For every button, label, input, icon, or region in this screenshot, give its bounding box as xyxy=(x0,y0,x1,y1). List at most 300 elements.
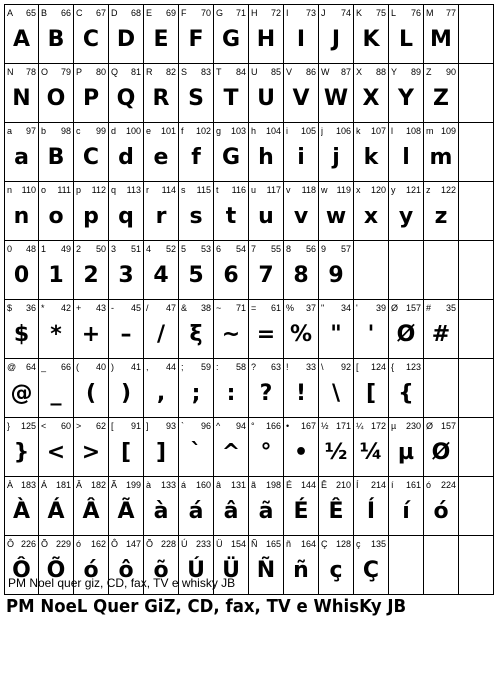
glyph-cell xyxy=(354,182,389,240)
glyph-cell xyxy=(424,123,459,181)
glyph-code-label: 135 xyxy=(370,539,386,549)
glyph-code-label: 230 xyxy=(405,421,421,431)
glyph-char-label: O xyxy=(41,67,49,77)
glyph-char-label: Q xyxy=(111,67,119,77)
glyph-char-label: c xyxy=(76,126,81,136)
glyph-char-label: k xyxy=(356,126,361,136)
glyph-cell xyxy=(424,536,459,594)
glyph-cell xyxy=(4,477,39,535)
glyph-cell xyxy=(4,300,39,358)
glyph-cell xyxy=(179,182,214,240)
glyph-cell xyxy=(354,5,389,63)
glyph-code-label: 181 xyxy=(55,480,71,490)
glyph-code-label: 171 xyxy=(335,421,351,431)
glyph-code-label: 88 xyxy=(375,67,386,77)
glyph-cell xyxy=(179,359,214,417)
glyph-code-label: 90 xyxy=(445,67,456,77)
glyph-code-label: 57 xyxy=(340,244,351,254)
glyph-code-label: 120 xyxy=(370,185,386,195)
glyph-code-label: 41 xyxy=(130,362,141,372)
glyph-label xyxy=(321,243,351,255)
glyph-char-label: n xyxy=(7,185,13,195)
glyph-sample: o xyxy=(48,204,64,229)
glyph-cell xyxy=(214,5,249,63)
glyph-code-label: 89 xyxy=(410,67,421,77)
glyph-code-label: 182 xyxy=(90,480,106,490)
glyph-cell xyxy=(424,182,459,240)
glyph-sample: â xyxy=(223,499,239,524)
glyph-sample: L xyxy=(398,27,414,52)
glyph-sample: m xyxy=(429,145,453,170)
glyph-label xyxy=(41,420,71,432)
glyph-cell xyxy=(144,5,179,63)
glyph-sample: j xyxy=(332,145,340,170)
glyph-sample: Ø xyxy=(396,322,416,347)
glyph-sample: } xyxy=(13,440,30,465)
glyph-char-label: 7 xyxy=(251,244,257,254)
glyph-cell xyxy=(389,536,424,594)
glyph-char-label: l xyxy=(391,126,393,136)
glyph-label xyxy=(41,184,71,196)
glyph-code-label: 67 xyxy=(95,8,106,18)
glyph-sample: 1 xyxy=(48,263,64,288)
glyph-code-label: 165 xyxy=(265,539,281,549)
glyph-cell xyxy=(74,359,109,417)
glyph-cell xyxy=(109,64,144,122)
glyph-label xyxy=(146,243,176,255)
glyph-cell xyxy=(144,123,179,181)
glyph-cell xyxy=(4,64,39,122)
glyph-cell xyxy=(179,64,214,122)
glyph-sample: G xyxy=(221,27,241,52)
glyph-label xyxy=(286,538,316,550)
glyph-label xyxy=(216,66,246,78)
glyph-sample: A xyxy=(12,27,31,52)
glyph-code-label: 66 xyxy=(60,362,71,372)
glyph-cell xyxy=(109,5,144,63)
glyph-char-label: M xyxy=(426,8,434,18)
glyph-code-label: 102 xyxy=(195,126,211,136)
glyph-char-label: ^ xyxy=(216,421,221,431)
glyph-cell xyxy=(319,536,354,594)
glyph-char-label: ½ xyxy=(321,421,329,431)
glyph-sample: 0 xyxy=(13,263,30,288)
glyph-code-label: 40 xyxy=(95,362,106,372)
glyph-code-label: 100 xyxy=(125,126,141,136)
glyph-code-label: 72 xyxy=(270,8,281,18)
glyph-cell xyxy=(179,241,214,299)
glyph-cell xyxy=(459,182,494,240)
glyph-char-label: À xyxy=(7,480,14,490)
glyph-label xyxy=(286,361,316,373)
glyph-cell xyxy=(214,123,249,181)
glyph-cell xyxy=(144,359,179,417)
glyph-cell xyxy=(249,477,284,535)
glyph-cell xyxy=(109,418,144,476)
glyph-code-label: 199 xyxy=(125,480,141,490)
glyph-sample: ô xyxy=(118,558,134,583)
glyph-code-label: 117 xyxy=(266,185,281,195)
glyph-char-label: ñ xyxy=(286,539,292,549)
glyph-char-label: : xyxy=(216,362,219,372)
glyph-sample: ( xyxy=(85,381,97,406)
glyph-code-label: 98 xyxy=(60,126,71,136)
glyph-sample: x xyxy=(363,204,379,229)
glyph-char-label: Ô xyxy=(7,539,15,549)
glyph-sample: ? xyxy=(259,381,273,406)
glyph-code-label: 55 xyxy=(270,244,281,254)
glyph-label xyxy=(76,420,106,432)
glyph-sample: ó xyxy=(83,558,99,583)
glyph-cell xyxy=(389,182,424,240)
glyph-code-label: 84 xyxy=(235,67,246,77)
glyph-sample: Y xyxy=(398,86,414,111)
glyph-sample: Ç xyxy=(362,558,380,583)
glyph-code-label: 123 xyxy=(405,362,421,372)
glyph-label xyxy=(76,184,106,196)
glyph-row xyxy=(4,122,494,181)
glyph-code-label: 79 xyxy=(60,67,71,77)
glyph-cell xyxy=(354,418,389,476)
glyph-code-label: 92 xyxy=(340,362,351,372)
glyph-cell xyxy=(319,300,354,358)
glyph-label xyxy=(7,125,36,137)
glyph-cell xyxy=(39,300,74,358)
glyph-code-label: 229 xyxy=(55,539,71,549)
glyph-label xyxy=(181,125,211,137)
glyph-char-label: z xyxy=(426,185,431,195)
glyph-cell xyxy=(249,182,284,240)
glyph-sample: @ xyxy=(10,381,33,406)
glyph-cell xyxy=(284,477,319,535)
glyph-label xyxy=(321,302,351,314)
glyph-char-label: Ú xyxy=(181,539,188,549)
glyph-cell xyxy=(74,123,109,181)
glyph-cell xyxy=(424,241,459,299)
glyph-char-label: P xyxy=(76,67,83,77)
glyph-sample: : xyxy=(226,381,236,406)
glyph-label xyxy=(216,420,246,432)
glyph-sample: Ã xyxy=(117,499,135,524)
glyph-sample: 2 xyxy=(83,263,99,288)
glyph-char-label: j xyxy=(321,126,323,136)
glyph-char-label: / xyxy=(146,303,149,313)
glyph-label xyxy=(286,479,316,491)
glyph-char-label: $ xyxy=(7,303,13,313)
glyph-cell xyxy=(4,123,39,181)
glyph-sample: k xyxy=(363,145,379,170)
glyph-label xyxy=(321,66,351,78)
glyph-sample: 5 xyxy=(188,263,204,288)
glyph-code-label: 210 xyxy=(335,480,351,490)
glyph-char-label: U xyxy=(251,67,258,77)
glyph-label xyxy=(286,184,316,196)
glyph-code-label: 124 xyxy=(370,362,386,372)
glyph-sample: < xyxy=(46,440,66,465)
glyph-label xyxy=(76,243,106,255)
glyph-char-label: p xyxy=(76,185,82,195)
glyph-code-label: 133 xyxy=(160,480,176,490)
glyph-char-label: Õ xyxy=(146,539,154,549)
glyph-char-label: 3 xyxy=(111,244,117,254)
glyph-char-label: í xyxy=(391,480,394,490)
glyph-label xyxy=(216,361,246,373)
glyph-cell xyxy=(424,5,459,63)
glyph-char-label: Ô xyxy=(111,539,119,549)
glyph-cell xyxy=(459,300,494,358)
glyph-label xyxy=(111,420,141,432)
glyph-char-label: [ xyxy=(111,421,114,431)
glyph-label xyxy=(111,302,141,314)
glyph-code-label: 105 xyxy=(300,126,316,136)
glyph-label xyxy=(7,7,36,19)
glyph-label xyxy=(146,184,176,196)
glyph-sample: d xyxy=(118,145,134,170)
glyph-sample: N xyxy=(12,86,31,111)
glyph-char-label: ~ xyxy=(216,303,222,313)
glyph-sample: a xyxy=(14,145,29,170)
glyph-char-label: C xyxy=(76,8,83,18)
glyph-cell xyxy=(319,418,354,476)
glyph-cell xyxy=(74,5,109,63)
glyph-cell xyxy=(214,477,249,535)
glyph-cell xyxy=(214,359,249,417)
glyph-code-label: 71 xyxy=(235,303,246,313)
glyph-label xyxy=(321,420,351,432)
glyph-label xyxy=(426,184,456,196)
glyph-code-label: 75 xyxy=(375,8,386,18)
glyph-code-label: 85 xyxy=(270,67,281,77)
glyph-cell xyxy=(74,182,109,240)
glyph-label xyxy=(286,420,316,432)
glyph-sample: B xyxy=(47,27,65,52)
glyph-label xyxy=(216,479,246,491)
glyph-cell xyxy=(249,300,284,358)
glyph-char-label: µ xyxy=(391,421,397,431)
glyph-label xyxy=(41,243,71,255)
glyph-sample: í xyxy=(402,499,410,524)
glyph-cell xyxy=(39,64,74,122)
glyph-cell xyxy=(74,241,109,299)
glyph-cell xyxy=(179,5,214,63)
glyph-label xyxy=(251,243,281,255)
glyph-sample: R xyxy=(152,86,170,111)
glyph-code-label: 96 xyxy=(200,421,211,431)
glyph-code-label: 44 xyxy=(165,362,176,372)
glyph-char-label: ' xyxy=(356,303,358,313)
glyph-code-label: 91 xyxy=(130,421,141,431)
glyph-cell xyxy=(284,241,319,299)
glyph-cell xyxy=(39,477,74,535)
glyph-cell xyxy=(144,241,179,299)
glyph-sample: 7 xyxy=(258,263,274,288)
glyph-code-label: 115 xyxy=(196,185,211,195)
glyph-label xyxy=(181,479,211,491)
glyph-code-label: 36 xyxy=(25,303,36,313)
glyph-sample: ` xyxy=(190,440,202,465)
glyph-sample: ó xyxy=(433,499,449,524)
glyph-code-label: 49 xyxy=(60,244,71,254)
glyph-sample: Õ xyxy=(46,558,66,583)
glyph-char-label: â xyxy=(216,480,222,490)
glyph-code-label: 68 xyxy=(130,8,141,18)
glyph-cell xyxy=(354,536,389,594)
glyph-label xyxy=(286,66,316,78)
glyph-label xyxy=(7,479,36,491)
glyph-label xyxy=(111,243,141,255)
glyph-char-label: 9 xyxy=(321,244,327,254)
glyph-char-label: x xyxy=(356,185,361,195)
glyph-cell xyxy=(214,418,249,476)
glyph-row xyxy=(4,358,494,417)
glyph-sample: À xyxy=(12,499,31,524)
glyph-label xyxy=(41,66,71,78)
glyph-sample: Ü xyxy=(222,558,240,583)
glyph-sample: f xyxy=(191,145,201,170)
glyph-sample: y xyxy=(398,204,414,229)
glyph-sample: _ xyxy=(50,381,62,406)
glyph-char-label: r xyxy=(146,185,149,195)
glyph-label xyxy=(7,66,36,78)
glyph-char-label: * xyxy=(41,303,45,313)
glyph-sample: ç xyxy=(329,558,343,583)
glyph-sample: M xyxy=(430,27,452,52)
glyph-label xyxy=(321,184,351,196)
glyph-label xyxy=(146,420,176,432)
glyph-label xyxy=(76,538,106,550)
glyph-sample: ) xyxy=(120,381,132,406)
glyph-label xyxy=(76,125,106,137)
glyph-cell xyxy=(424,359,459,417)
glyph-char-label: \ xyxy=(321,362,324,372)
glyph-code-label: 82 xyxy=(165,67,176,77)
glyph-cell xyxy=(4,5,39,63)
glyph-code-label: 224 xyxy=(440,480,456,490)
glyph-sample: n xyxy=(13,204,30,229)
glyph-code-label: 73 xyxy=(305,8,316,18)
glyph-sample: 3 xyxy=(118,263,134,288)
glyph-cell xyxy=(459,123,494,181)
glyph-char-label: # xyxy=(426,303,432,313)
glyph-label xyxy=(356,479,386,491)
glyph-cell xyxy=(389,418,424,476)
glyph-cell xyxy=(179,123,214,181)
glyph-char-label: } xyxy=(7,421,11,431)
glyph-cell xyxy=(389,123,424,181)
glyph-code-label: 65 xyxy=(25,8,36,18)
glyph-cell xyxy=(214,241,249,299)
glyph-sample: [ xyxy=(365,381,377,406)
glyph-char-label: N xyxy=(7,67,14,77)
glyph-char-label: É xyxy=(286,480,293,490)
glyph-char-label: d xyxy=(111,126,117,136)
glyph-code-label: 106 xyxy=(335,126,351,136)
glyph-code-label: 63 xyxy=(270,362,281,372)
glyph-code-label: 116 xyxy=(231,185,246,195)
glyph-sample: ] xyxy=(155,440,167,465)
glyph-char-label: Ü xyxy=(216,539,223,549)
glyph-sample: V xyxy=(292,86,310,111)
glyph-sample: r xyxy=(155,204,167,229)
glyph-char-label: D xyxy=(111,8,118,18)
glyph-code-label: 157 xyxy=(440,421,456,431)
glyph-sample: $ xyxy=(13,322,30,347)
glyph-sample: S xyxy=(188,86,204,111)
glyph-code-label: 198 xyxy=(265,480,281,490)
glyph-label xyxy=(286,7,316,19)
glyph-label xyxy=(391,184,421,196)
glyph-code-label: 69 xyxy=(165,8,176,18)
glyph-cell xyxy=(424,477,459,535)
glyph-label xyxy=(111,7,141,19)
sample-text-display: PM NoeL Quer GiZ, CD, fax, TV e WhisKy JB xyxy=(6,596,407,617)
glyph-code-label: 86 xyxy=(305,67,316,77)
glyph-char-label: ç xyxy=(356,539,361,549)
glyph-code-label: 121 xyxy=(405,185,421,195)
glyph-code-label: 37 xyxy=(305,303,316,313)
glyph-char-label: - xyxy=(111,303,114,313)
glyph-code-label: 62 xyxy=(95,421,106,431)
glyph-char-label: i xyxy=(286,126,288,136)
glyph-sample: á xyxy=(188,499,204,524)
glyph-sample: 6 xyxy=(223,263,239,288)
glyph-code-label: 70 xyxy=(200,8,211,18)
glyph-cell xyxy=(389,241,424,299)
glyph-label xyxy=(391,479,421,491)
glyph-char-label: Z xyxy=(426,67,432,77)
glyph-cell xyxy=(354,477,389,535)
glyph-cell xyxy=(74,300,109,358)
glyph-code-label: 109 xyxy=(440,126,456,136)
glyph-code-label: 160 xyxy=(195,480,211,490)
glyph-sample: B xyxy=(47,145,65,170)
glyph-cell xyxy=(109,300,144,358)
glyph-char-label: Ç xyxy=(321,539,328,549)
glyph-cell xyxy=(354,300,389,358)
glyph-cell xyxy=(389,5,424,63)
glyph-sample: ¼ xyxy=(359,440,383,465)
glyph-sample: I xyxy=(296,27,306,52)
glyph-sample: Í xyxy=(366,499,376,524)
glyph-cell xyxy=(249,359,284,417)
glyph-char-label: v xyxy=(286,185,291,195)
glyph-char-label: B xyxy=(41,8,48,18)
glyph-char-label: Ø xyxy=(391,303,399,313)
glyph-char-label: f xyxy=(181,126,184,136)
glyph-char-label: E xyxy=(146,8,153,18)
glyph-cell xyxy=(284,536,319,594)
glyph-row xyxy=(4,299,494,358)
glyph-label xyxy=(146,125,176,137)
glyph-code-label: 118 xyxy=(301,185,316,195)
glyph-char-label: á xyxy=(181,480,187,490)
glyph-sample: K xyxy=(362,27,380,52)
glyph-cell xyxy=(4,359,39,417)
glyph-label xyxy=(181,243,211,255)
glyph-char-label: L xyxy=(391,8,397,18)
glyph-code-label: 87 xyxy=(340,67,351,77)
glyph-sample: 9 xyxy=(328,263,344,288)
glyph-code-label: 162 xyxy=(90,539,106,549)
glyph-char-label: J xyxy=(321,8,326,18)
glyph-char-label: 1 xyxy=(41,244,47,254)
glyph-code-label: 80 xyxy=(95,67,106,77)
glyph-code-label: 48 xyxy=(25,244,36,254)
glyph-label xyxy=(146,538,176,550)
glyph-cell xyxy=(109,123,144,181)
glyph-cell xyxy=(354,359,389,417)
glyph-char-label: < xyxy=(41,421,47,431)
